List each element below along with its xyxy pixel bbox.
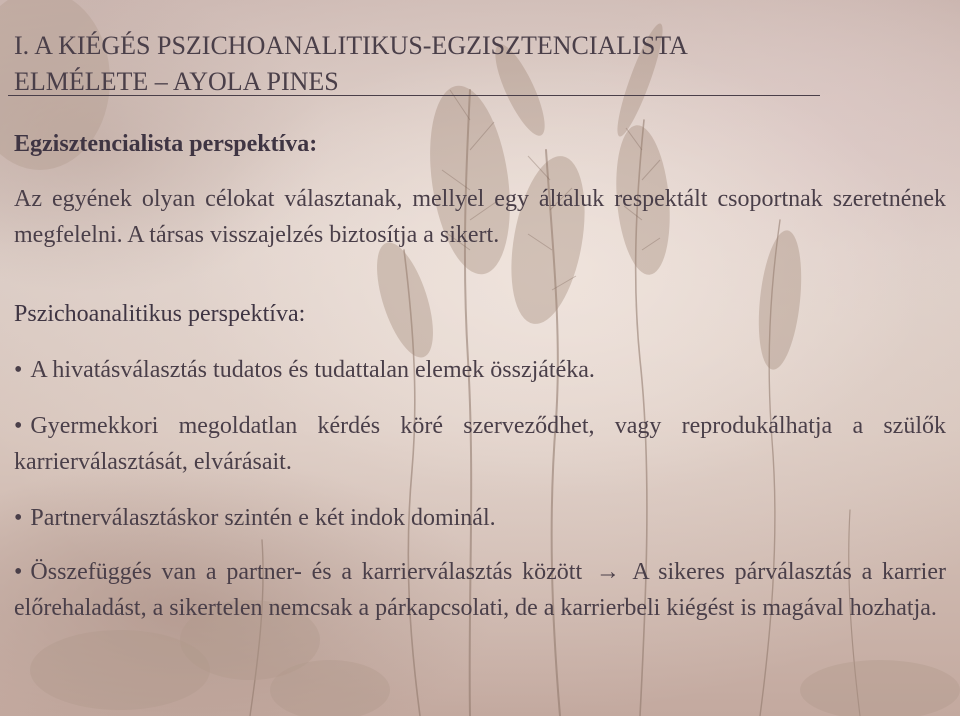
bullet-text: A sikeres párválasztás a karrier előrehaladást, a sikertelen nemcsak a párkapcsolati, de a karrierbeli kiégést is magával hozhatja. bbox=[14, 559, 946, 621]
slide-title: I. A KIÉGÉS PSZICHOANALITIKUS-EGZISZTENCIALISTA ELMÉLETE – AYOLA PINES bbox=[14, 31, 687, 96]
bullet-symbol: • bbox=[14, 357, 23, 383]
bullet-symbol: • bbox=[14, 505, 23, 531]
psychoanalytic-perspective-heading: Pszichoanalitikus perspektíva: bbox=[14, 301, 306, 327]
bullet-item bbox=[14, 352, 946, 388]
arrow-right-icon: → bbox=[595, 559, 620, 585]
bullet-item bbox=[14, 500, 946, 536]
bullet-text: A hivatásválasztás tudatos és tudattalan elemek összjátéka. bbox=[30, 357, 595, 383]
existential-perspective-heading: Egzisztencialista perspektíva: bbox=[14, 131, 318, 157]
bullet-symbol: • bbox=[14, 559, 23, 585]
bullet-symbol: • bbox=[14, 413, 23, 439]
existential-perspective-text: Az egyének olyan célokat választanak, mellyel egy általuk respektált csoportnak szeretnének megfelelni. A társas visszajelzés biztosítja a sikert. bbox=[14, 186, 946, 248]
bullet-text: Partnerválasztáskor szintén e két indok dominál. bbox=[30, 505, 496, 531]
bullet-text: Összefüggés van a partner- és a karrierválasztás között bbox=[30, 559, 583, 585]
bullet-item bbox=[14, 554, 946, 626]
title-underline bbox=[8, 95, 820, 96]
bullet-item bbox=[14, 408, 946, 480]
bullet-text: Gyermekkori megoldatlan kérdés köré szerveződhet, vagy reprodukálhatja a szülők karrierválasztását, elvárásait. bbox=[14, 413, 946, 475]
